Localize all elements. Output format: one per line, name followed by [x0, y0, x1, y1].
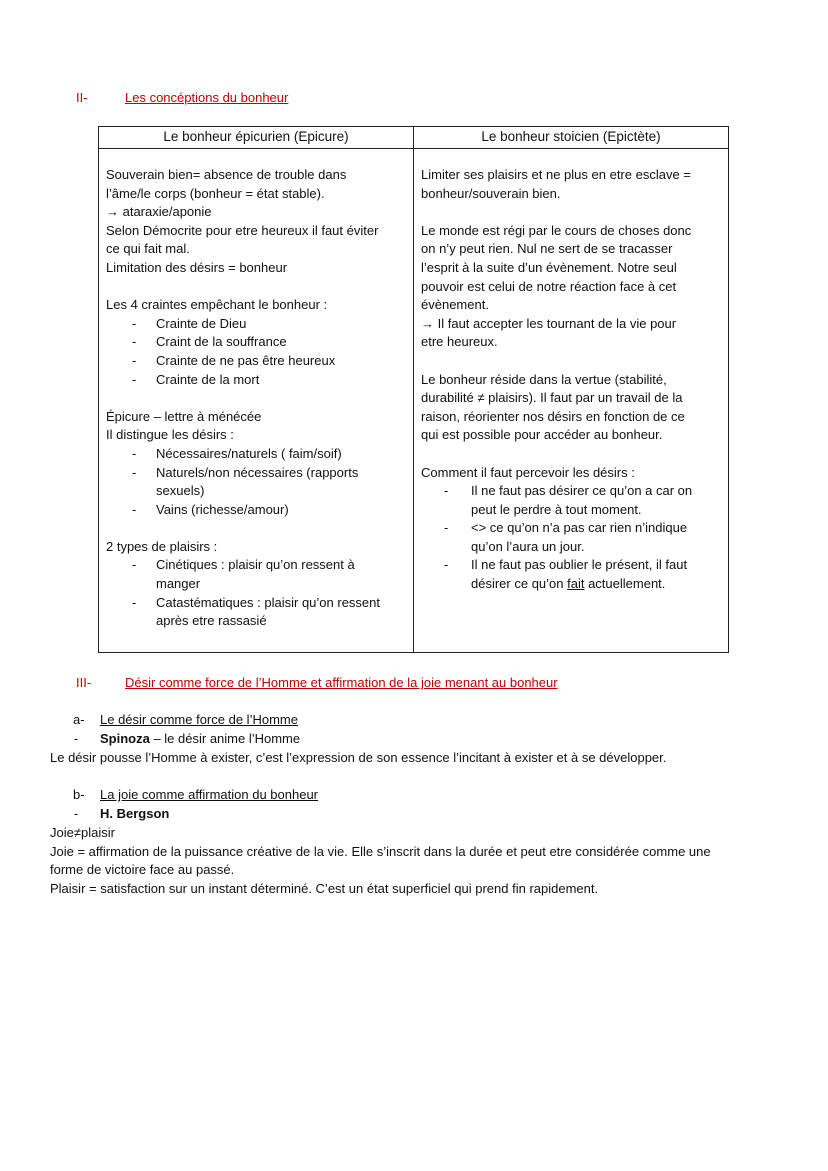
- stoic-p2-line: → Il faut accepter les tournant de la vie pour: [421, 315, 677, 331]
- stoic-p1-line: Limiter ses plaisirs et ne plus en etre esclave =: [421, 167, 691, 182]
- subsection-b-title: La joie comme affirmation du bonheur: [100, 787, 318, 802]
- underlined-word: fait: [567, 576, 585, 592]
- stoic-p2-line: évènement.: [421, 297, 489, 313]
- fears-list: [106, 315, 407, 389]
- list-item: - Cinétiques : plaisir qu’on ressent à manger: [106, 556, 407, 593]
- epicurean-intro-line: ce qui fait mal.: [106, 241, 190, 257]
- conceptions-table: [98, 126, 729, 653]
- section-3-title: Désir comme force de l’Homme et affirmation de la joie menant au bonheur: [125, 675, 558, 690]
- stoic-p2-line: l’esprit à la suite d’un évènement. Notre seul: [421, 259, 677, 275]
- section-2-heading: [76, 89, 288, 108]
- epicurean-cell: [99, 149, 414, 653]
- table-header-row: [99, 127, 729, 149]
- joy-line: Joie = affirmation de la puissance créative de la vie. Elle s’inscrit dans la durée et peut etre considérée comme une: [50, 843, 711, 859]
- stoic-p2-line: pouvoir est celui de notre réaction face à cet: [421, 278, 677, 294]
- letter-line: Épicure – lettre à ménécée: [106, 408, 262, 424]
- joy-line: Plaisir = satisfaction sur un instant déterminé. C’est un état superficiel qui prend fin rapidement.: [50, 880, 599, 896]
- section-2-number: II-: [76, 90, 88, 105]
- list-item: - Craint de la souffrance: [106, 333, 407, 352]
- perceive-title: Comment il faut percevoir les désirs :: [421, 464, 635, 480]
- desires-title: Il distingue les désirs :: [106, 427, 234, 443]
- stoic-p3-line: durabilité ≠ plaisirs). Il faut par un travail de la: [421, 390, 683, 406]
- stoic-p2-line: on n’y peut rien. Nul ne sert de se tracasser: [421, 241, 673, 257]
- bergson-line: - H. Bergson: [74, 806, 170, 821]
- list-item: - <> ce qu’on n’a pas car rien n’indique qu’on l’aura un jour.: [421, 519, 722, 556]
- section-3-heading: [76, 674, 558, 693]
- pleasures-title: 2 types de plaisirs :: [106, 538, 218, 554]
- fears-title: Les 4 craintes empêchant le bonheur :: [106, 297, 328, 313]
- desire-paragraph: Le désir pousse l’Homme à exister, c’est l’expression de son essence l’incitant à exister et à se développer.: [50, 750, 667, 765]
- author-bergson: H. Bergson: [100, 806, 170, 821]
- list-item: - Crainte de Dieu: [106, 315, 407, 334]
- pleasures-list: [106, 556, 407, 630]
- epicurean-intro-line: → ataraxie/aponie: [106, 204, 212, 220]
- joy-paragraph: [50, 824, 711, 898]
- joy-line: forme de victoire face au passé.: [50, 862, 235, 878]
- list-item: - Il ne faut pas désirer ce qu’on a car on peut le perdre à tout moment.: [421, 482, 722, 519]
- epicurean-intro-line: Souverain bien= absence de trouble dans: [106, 167, 347, 182]
- stoic-p2-line: etre heureux.: [421, 334, 498, 350]
- section-2-title: Les concéptions du bonheur: [125, 90, 289, 105]
- list-item: - Crainte de la mort: [106, 371, 407, 390]
- subsection-a-title: Le désir comme force de l’Homme: [100, 712, 298, 727]
- spinoza-line: - Spinoza – le désir anime l’Homme: [74, 731, 301, 746]
- subsection-b-heading: b- La joie comme affirmation du bonheur: [73, 787, 318, 802]
- stoic-p1-line: bonheur/souverain bien.: [421, 185, 561, 201]
- stoic-p3-line: Le bonheur réside dans la vertue (stabilité,: [421, 371, 667, 387]
- list-item: - Vains (richesse/amour): [106, 501, 407, 520]
- epicurean-header: Le bonheur épicurien (Epicure): [99, 127, 414, 149]
- perceive-list: [421, 482, 722, 594]
- list-item: - Naturels/non nécessaires (rapports sexuels): [106, 464, 407, 501]
- list-item: - Il ne faut pas oublier le présent, il faut désirer ce qu’on fait actuellement.: [421, 556, 722, 593]
- stoic-p3-line: qui est possible pour accéder au bonheur.: [421, 427, 663, 443]
- list-item: - Nécessaires/naturels ( faim/soif): [106, 445, 407, 464]
- desires-list: [106, 445, 407, 519]
- table-body-row: [99, 149, 729, 653]
- author-spinoza: Spinoza: [100, 731, 150, 746]
- section-3-number: III-: [76, 675, 92, 690]
- stoic-p3-line: raison, réorienter nos désirs en fonction de ce: [421, 408, 685, 424]
- subsection-a-heading: a- Le désir comme force de l’Homme: [73, 712, 298, 727]
- list-item: - Crainte de ne pas être heureux: [106, 352, 407, 371]
- stoic-cell: [414, 149, 729, 653]
- joy-line: Joie≠plaisir: [50, 825, 115, 840]
- epicurean-intro-line: Selon Démocrite pour etre heureux il faut éviter: [106, 222, 379, 238]
- list-item: - Catastématiques : plaisir qu’on ressent après etre rassasié: [106, 594, 407, 631]
- epicurean-intro-line: Limitation des désirs = bonheur: [106, 259, 288, 275]
- epicurean-intro-line: l’âme/le corps (bonheur = état stable).: [106, 185, 325, 201]
- stoic-header: Le bonheur stoicien (Epictète): [414, 127, 729, 149]
- stoic-p2-line: Le monde est régi par le cours de choses donc: [421, 222, 692, 238]
